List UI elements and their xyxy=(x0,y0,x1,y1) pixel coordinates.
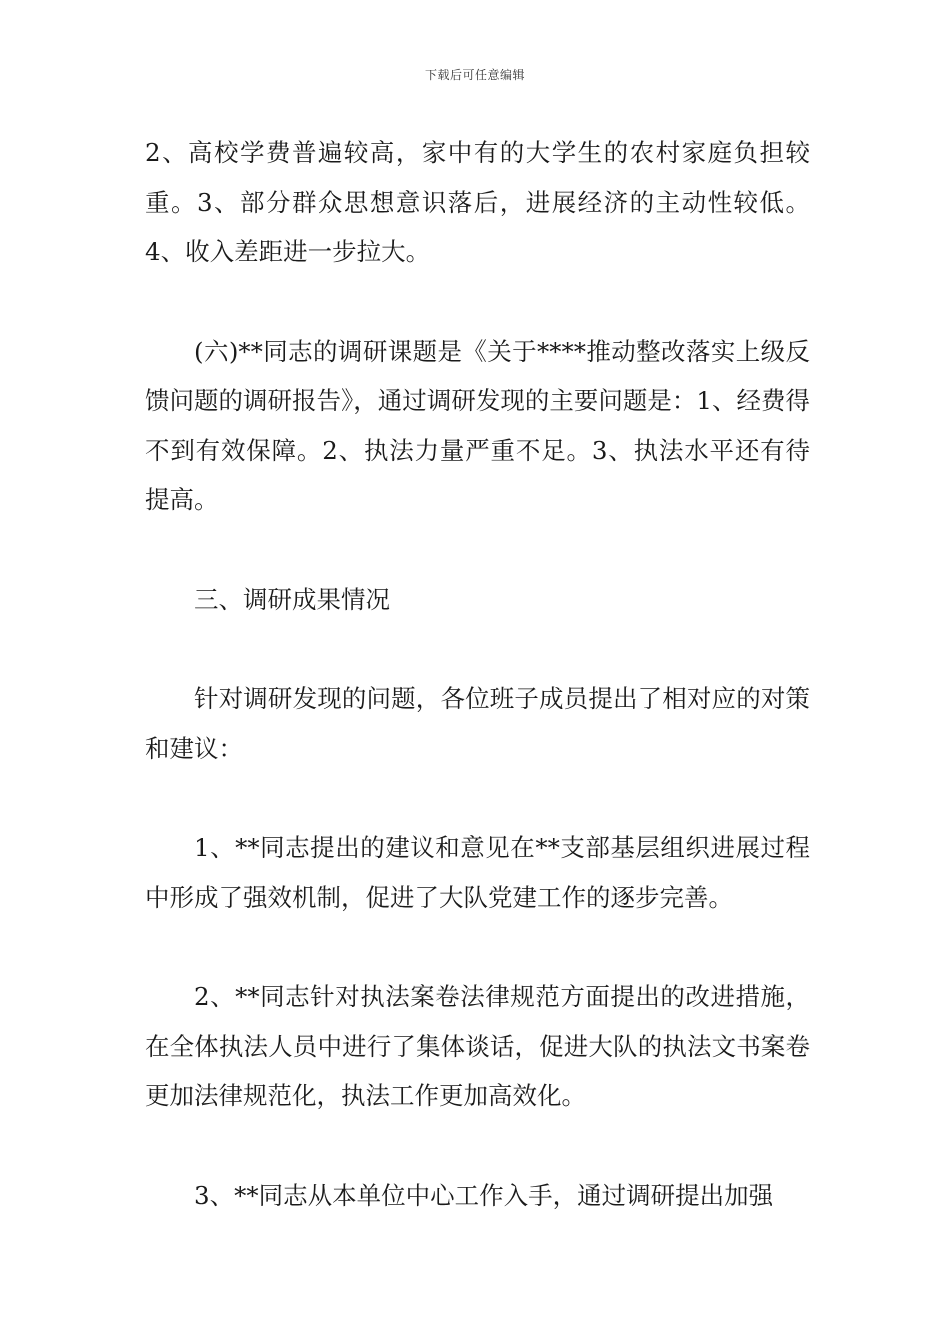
section-heading-research-results: 三、调研成果情况 xyxy=(194,584,390,614)
paragraph-suggestion-2: 2、**同志针对执法案卷法律规范方面提出的改进措施，在全体执法人员中进行了集体谈话，促进大队的执法文书案卷更加法律规范化，执法工作更加高效化。 xyxy=(145,982,810,1110)
paragraph-suggestion-1: 1、**同志提出的建议和意见在**支部基层组织进展过程中形成了强效机制，促进了大队党建工作的逐步完善。 xyxy=(145,833,810,912)
paragraph-income-issues: 2、高校学费普遍较高，家中有的大学生的农村家庭负担较重。3、部分群众思想意识落后，进展经济的主动性较低。4、收入差距进一步拉大。 xyxy=(145,138,810,266)
document-body xyxy=(145,128,810,1220)
paragraph-countermeasures-intro: 针对调研发现的问题，各位班子成员提出了相对应的对策和建议： xyxy=(145,684,810,763)
paragraph-suggestion-3: 3、**同志从本单位中心工作入手，通过调研提出加强 xyxy=(194,1180,774,1210)
page-header: 下载后可任意编辑 xyxy=(424,68,525,82)
paragraph-research-topic-six: (六)**同志的调研课题是《关于****推动整改落实上级反馈问题的调研报告》，通过调研发现的主要问题是：1、经费得不到有效保障。2、执法力量严重不足。3、执法水平还有待提高。 xyxy=(145,336,810,514)
